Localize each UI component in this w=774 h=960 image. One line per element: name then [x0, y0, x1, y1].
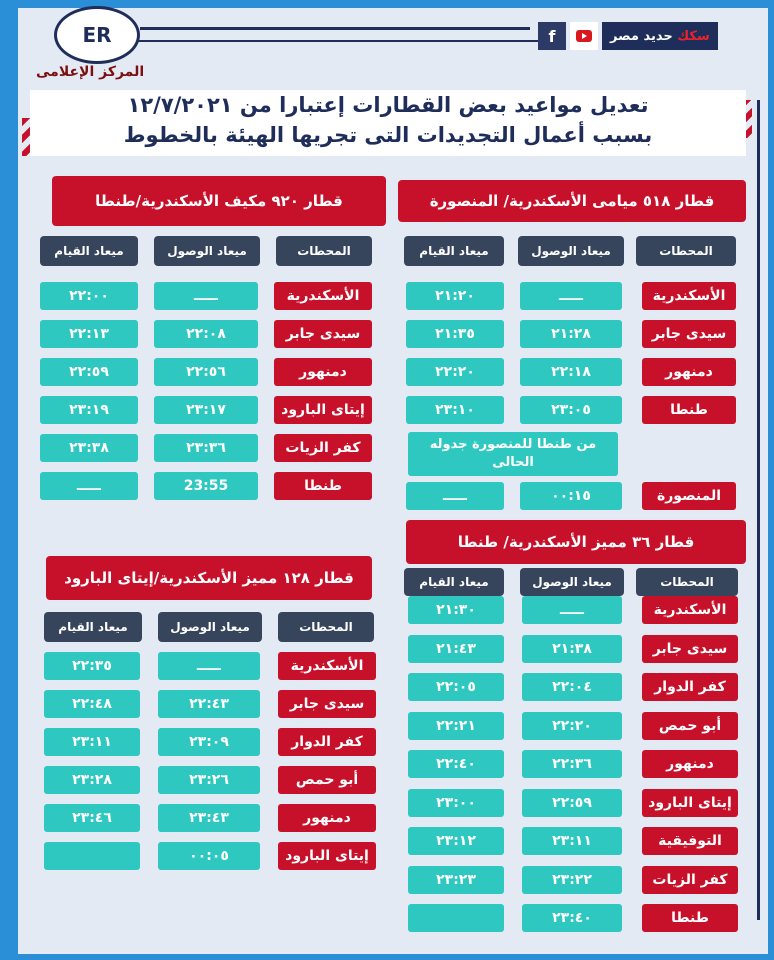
station-cell: الأسكندرية [274, 282, 372, 310]
arrival-cell: ٢٣:٢٦ [158, 766, 260, 794]
arrival-cell: ٢٣:١١ [522, 827, 622, 855]
arrival-cell: ٠٠:١٥ [520, 482, 622, 510]
arrival-cell: ٢٢:٥٦ [154, 358, 258, 386]
departure-cell: ٢١:٢٠ [406, 282, 504, 310]
departure-cell: ٢٢:١٣ [40, 320, 138, 348]
station-cell: كفر الزيات [642, 866, 738, 894]
station-cell: دمنهور [642, 358, 736, 386]
col-header-arrival: ميعاد الوصول [518, 236, 624, 266]
departure-cell: ٢٢:٤٨ [44, 690, 140, 718]
arrival-cell: ٢٣:٠٩ [158, 728, 260, 756]
egyptian-railways-logo: ER [54, 6, 140, 64]
arrival-cell: ٢١:٣٨ [522, 635, 622, 663]
station-cell: كفر الدوار [642, 673, 738, 701]
station-cell: أبو حمص [642, 712, 738, 740]
col-header-departure: ميعاد القيام [44, 612, 142, 642]
station-cell: سيدى جابر [642, 635, 738, 663]
arrival-cell: ـــــ [522, 596, 622, 624]
departure-cell: ٢١:٣٠ [408, 596, 504, 624]
departure-cell: ٢١:٣٥ [406, 320, 504, 348]
train-128-title: قطار ١٢٨ مميز الأسكندرية/إيتاى البارود [46, 556, 372, 600]
station-cell: أبو حمص [278, 766, 376, 794]
train-36-title: قطار ٣٦ مميز الأسكندرية/ طنطا [406, 520, 746, 564]
station-cell: التوفيقية [642, 827, 738, 855]
youtube-icon[interactable] [570, 22, 598, 50]
station-cell: الأسكندرية [642, 596, 738, 624]
brand-label [602, 22, 718, 50]
station-cell: إيتاى البارود [278, 842, 376, 870]
col-header-stations: المحطات [276, 236, 372, 266]
arrival-cell: ٢٣:٠٥ [520, 396, 622, 424]
arrival-cell: ـــــ [158, 652, 260, 680]
arrival-cell: ٢٢:٤٣ [158, 690, 260, 718]
station-cell: سيدى جابر [278, 690, 376, 718]
departure-cell: ٢٣:١٠ [406, 396, 504, 424]
station-cell: سيدى جابر [274, 320, 372, 348]
title-line1: تعديل مواعيد بعض القطارات إعتبارا من ١٢/٧/٢٠٢١ [127, 93, 649, 117]
station-cell: إيتاى البارود [642, 789, 738, 817]
station-cell: المنصورة [642, 482, 736, 510]
col-header-stations: المحطات [636, 568, 738, 596]
departure-cell: ٢١:٤٣ [408, 635, 504, 663]
arrival-cell: ٢٣:٣٦ [154, 434, 258, 462]
departure-cell: ٢٣:١٩ [40, 396, 138, 424]
departure-cell: ٢٣:٢٨ [44, 766, 140, 794]
media-center-label: المركز الإعلامى [36, 64, 145, 80]
col-header-arrival: ميعاد الوصول [520, 568, 624, 596]
arrival-cell: ٢٢:٠٨ [154, 320, 258, 348]
facebook-icon[interactable]: f [538, 22, 566, 50]
divider [138, 40, 538, 42]
train-518-title: قطار ٥١٨ ميامى الأسكندرية/ المنصورة [398, 180, 746, 222]
station-cell: كفر الزيات [274, 434, 372, 462]
arrival-cell: ـــــ [520, 282, 622, 310]
col-header-arrival: ميعاد الوصول [158, 612, 262, 642]
arrival-cell: ٢٢:٠٤ [522, 673, 622, 701]
station-cell: طنطا [274, 472, 372, 500]
col-header-stations: المحطات [278, 612, 374, 642]
title-line2: بسبب أعمال التجديدات التى تجريها الهيئة بالخطوط [123, 123, 653, 147]
arrival-cell: ٢٣:٤٠ [522, 904, 622, 932]
arrival-cell: ٢١:٢٨ [520, 320, 622, 348]
departure-cell: ٢٣:٢٣ [408, 866, 504, 894]
departure-cell: ٢٢:٤٠ [408, 750, 504, 778]
departure-cell: ٢٢:٠٥ [408, 673, 504, 701]
departure-cell: ٢٢:٥٩ [40, 358, 138, 386]
col-header-departure: ميعاد القيام [40, 236, 138, 266]
departure-cell: ـــــ [40, 472, 138, 500]
arrival-cell: ٢٣:٤٣ [158, 804, 260, 832]
departure-cell: ٢٣:١٢ [408, 827, 504, 855]
col-header-stations: المحطات [636, 236, 736, 266]
arrival-cell: ـــــ [154, 282, 258, 310]
page-title [30, 90, 746, 156]
brand-prefix: سكك [677, 28, 710, 44]
departure-cell: ٢٢:٢١ [408, 712, 504, 740]
station-cell: طنطا [642, 396, 736, 424]
brand-suffix: حديد مصر [610, 28, 673, 44]
station-cell: الأسكندرية [642, 282, 736, 310]
divider [757, 100, 760, 920]
departure-cell: ٢٢:٣٥ [44, 652, 140, 680]
departure-cell: ـــــ [406, 482, 504, 510]
departure-cell: ٢٢:٢٠ [406, 358, 504, 386]
col-header-arrival: ميعاد الوصول [154, 236, 260, 266]
departure-cell: ٢٣:١١ [44, 728, 140, 756]
arrival-cell: 23:55 [154, 472, 258, 500]
arrival-cell: ٢٣:٢٢ [522, 866, 622, 894]
station-cell: طنطا [642, 904, 738, 932]
arrival-cell: ٢٢:٥٩ [522, 789, 622, 817]
station-cell: سيدى جابر [642, 320, 736, 348]
col-header-departure: ميعاد القيام [404, 568, 504, 596]
station-cell: الأسكندرية [278, 652, 376, 680]
divider [140, 27, 530, 30]
station-cell: دمنهور [274, 358, 372, 386]
col-header-departure: ميعاد القيام [404, 236, 504, 266]
arrival-cell: ٢٢:١٨ [520, 358, 622, 386]
departure-cell: ٢٣:٠٠ [408, 789, 504, 817]
note-tanta-mansoura: من طنطا للمنصورة جدوله الحالى [408, 432, 618, 476]
social-bar [538, 22, 718, 50]
station-cell: دمنهور [642, 750, 738, 778]
departure-cell [408, 904, 504, 932]
departure-cell [44, 842, 140, 870]
departure-cell: ٢٣:٣٨ [40, 434, 138, 462]
arrival-cell: ٠٠:٠٥ [158, 842, 260, 870]
train-920-title: قطار ٩٢٠ مكيف الأسكندرية/طنطا [52, 176, 386, 226]
arrival-cell: ٢٣:١٧ [154, 396, 258, 424]
station-cell: دمنهور [278, 804, 376, 832]
station-cell: إيتاى البارود [274, 396, 372, 424]
arrival-cell: ٢٢:٣٦ [522, 750, 622, 778]
departure-cell: ٢٢:٠٠ [40, 282, 138, 310]
departure-cell: ٢٣:٤٦ [44, 804, 140, 832]
arrival-cell: ٢٢:٢٠ [522, 712, 622, 740]
station-cell: كفر الدوار [278, 728, 376, 756]
